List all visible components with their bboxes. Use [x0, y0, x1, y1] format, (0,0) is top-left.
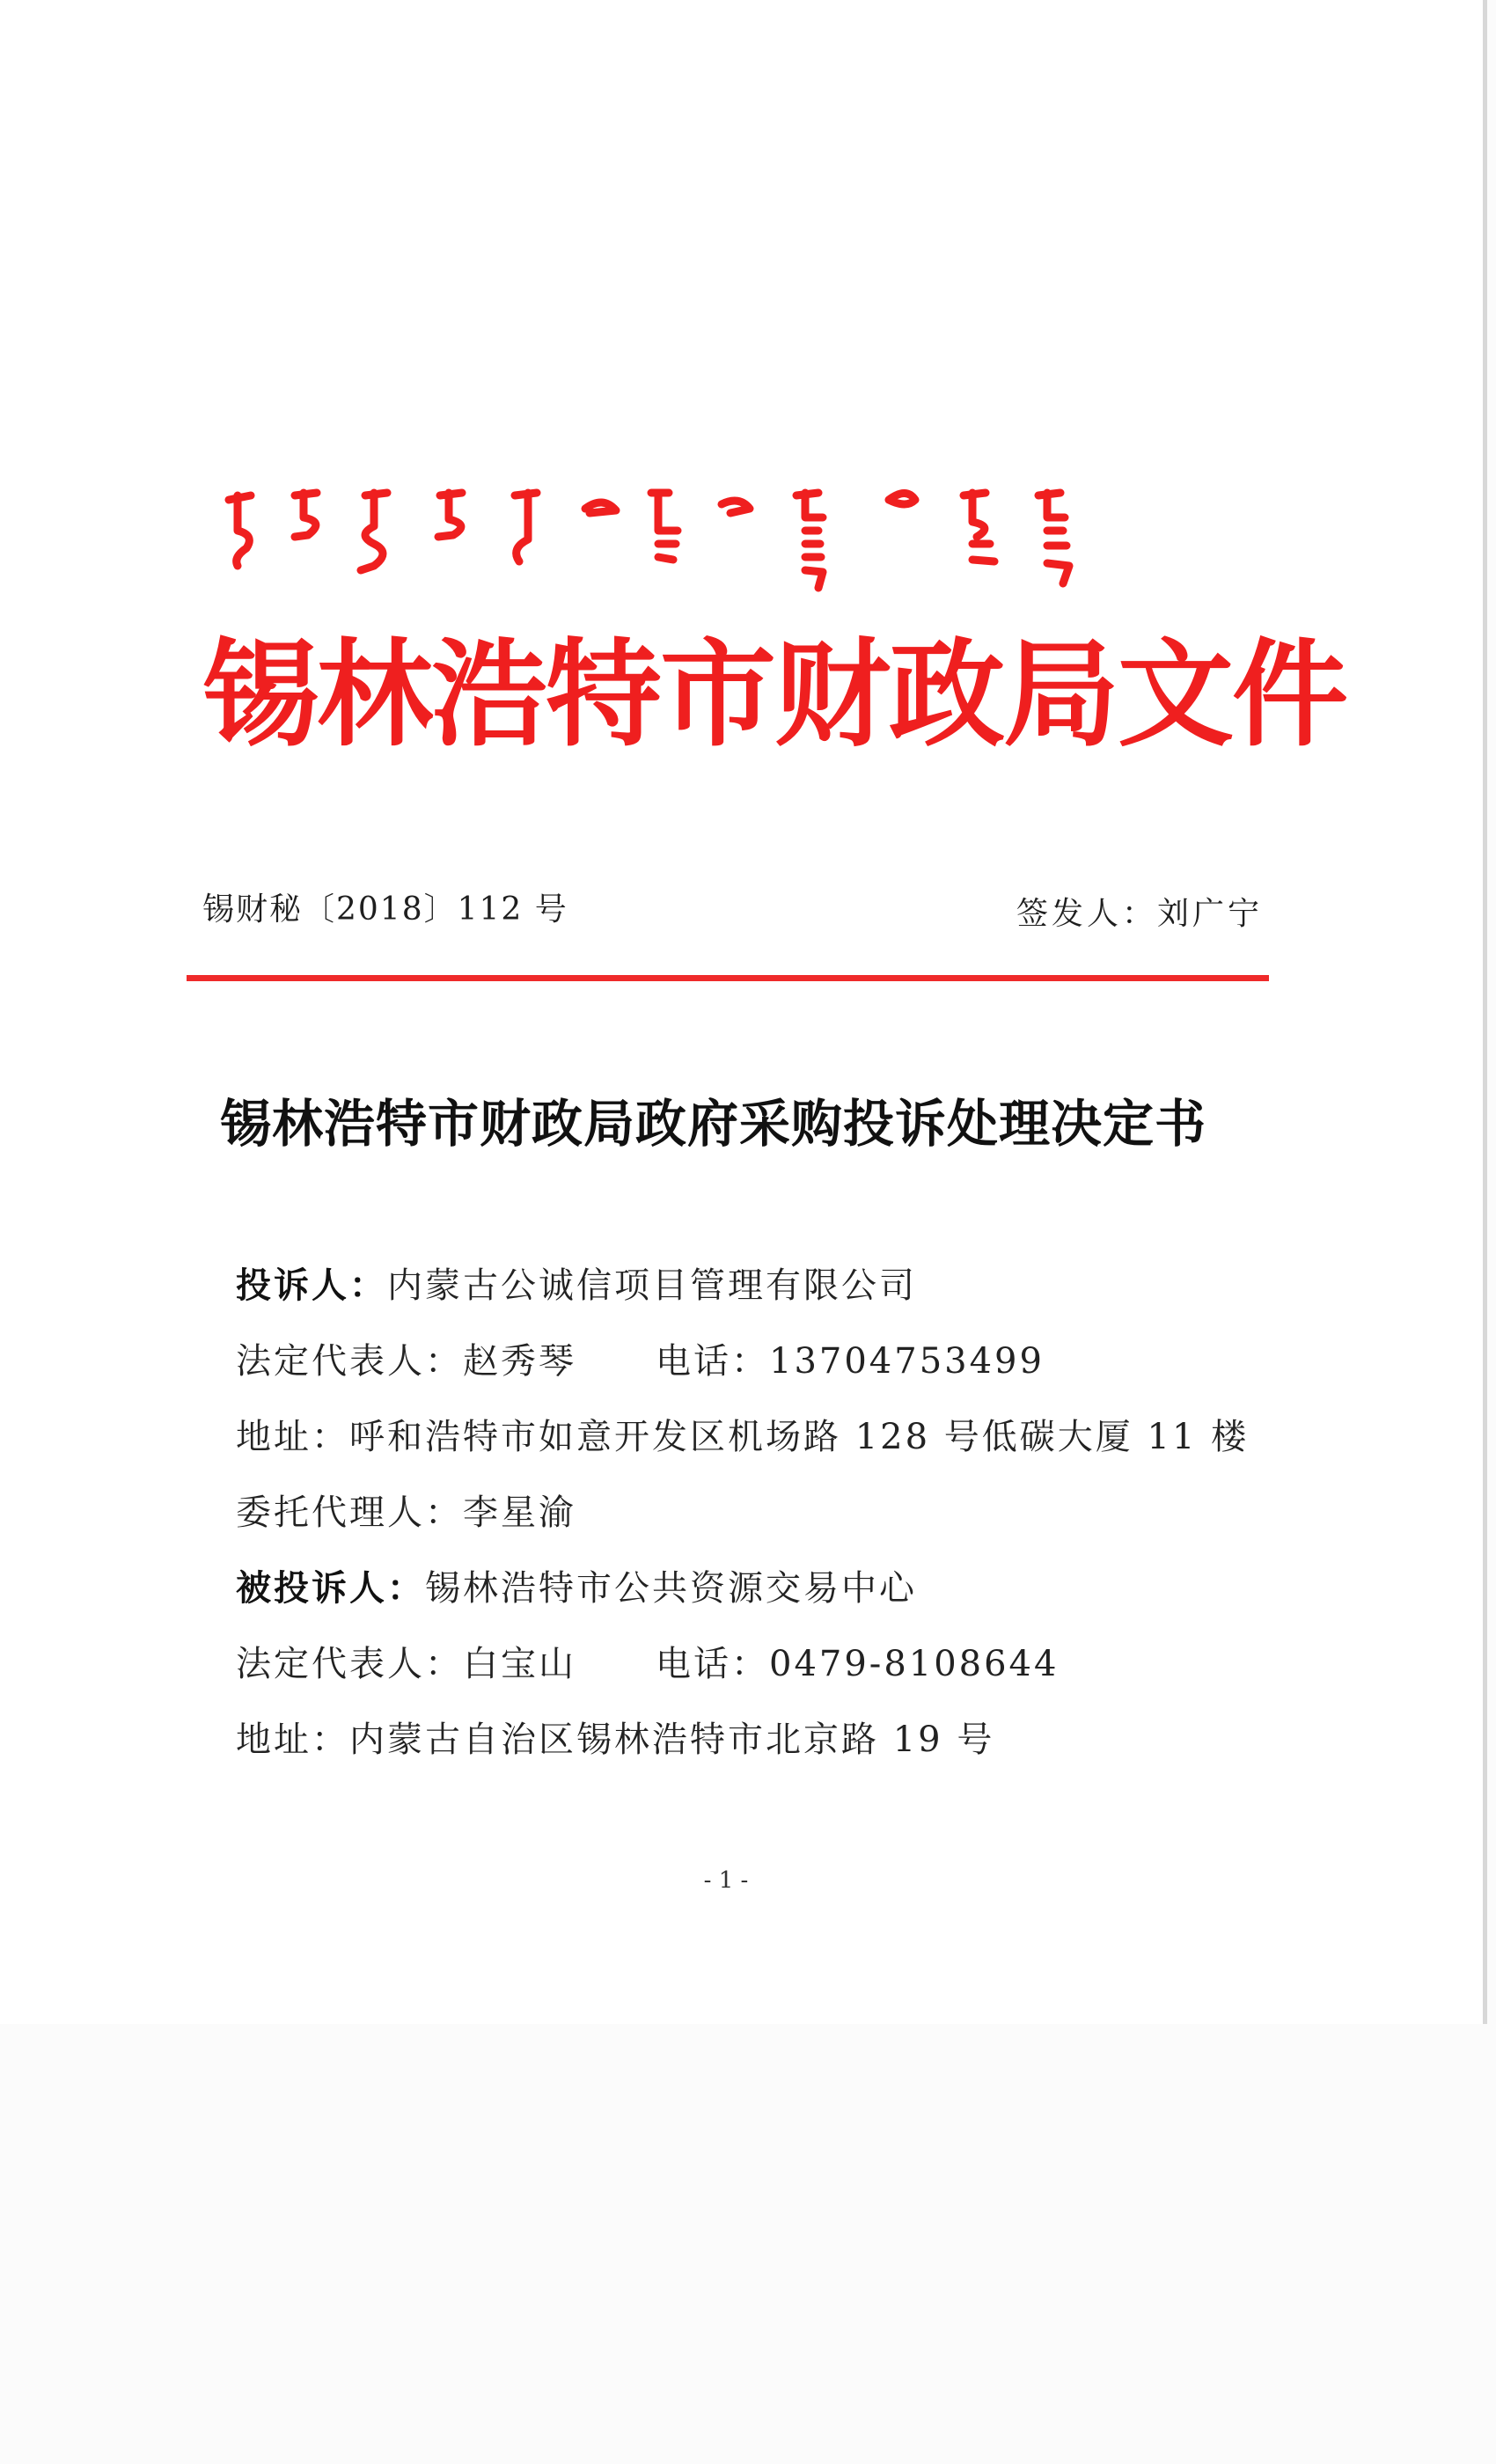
respondent-address-label: 地址： — [236, 1720, 349, 1760]
complainant-phone: 13704753499 — [769, 1341, 1045, 1382]
complainant-address-label: 地址： — [236, 1417, 349, 1457]
complainant-agent-label: 委托代理人： — [236, 1492, 463, 1533]
respondent-line — [236, 1551, 1249, 1626]
signer-label: 签发人： — [1016, 896, 1158, 932]
complainant-label: 投诉人： — [236, 1265, 387, 1306]
respondent-label: 被投诉人： — [236, 1567, 425, 1609]
document-title: 锡林浩特市财政局政府采购投诉处理决定书 — [220, 1094, 1207, 1154]
respondent-phone-label: 电话： — [656, 1644, 769, 1684]
complainant-phone-label: 电话： — [656, 1341, 769, 1382]
parties-section — [236, 1248, 1249, 1778]
complainant-address: 呼和浩特市如意开发区机场路 128 号低碳大厦 11 楼 — [349, 1417, 1250, 1457]
complainant-agent-line — [236, 1475, 1249, 1551]
complainant-line — [236, 1248, 1249, 1324]
signer — [1016, 889, 1263, 934]
complainant-legal-rep: 赵秀琴 — [463, 1341, 576, 1382]
red-divider — [187, 975, 1269, 981]
respondent-address: 内蒙古自治区锡林浩特市北京路 19 号 — [349, 1720, 995, 1760]
complainant-address-line — [236, 1399, 1249, 1475]
complainant-agent: 李星渝 — [463, 1492, 576, 1533]
issuing-authority-title: 锡林浩特市财政局文件 — [202, 627, 1346, 763]
complainant-legal-rep-line — [236, 1324, 1249, 1399]
mongolian-script-heading — [211, 482, 1214, 605]
page-number: - 1 - — [703, 1867, 749, 1894]
mongolian-script-glyphs — [211, 482, 1214, 605]
complainant-legal-rep-label: 法定代表人： — [236, 1341, 463, 1382]
signer-name: 刘广宁 — [1157, 896, 1264, 932]
respondent-phone: 0479-8108644 — [769, 1644, 1060, 1684]
complainant-name: 内蒙古公诚信项目管理有限公司 — [387, 1265, 917, 1306]
respondent-name: 锡林浩特市公共资源交易中心 — [425, 1568, 917, 1609]
respondent-address-line — [236, 1702, 1249, 1778]
document-number: 锡财秘〔2018〕112 号 — [202, 891, 568, 928]
respondent-legal-rep: 白宝山 — [463, 1644, 576, 1684]
respondent-legal-rep-line — [236, 1626, 1249, 1702]
respondent-legal-rep-label: 法定代表人： — [236, 1644, 463, 1684]
